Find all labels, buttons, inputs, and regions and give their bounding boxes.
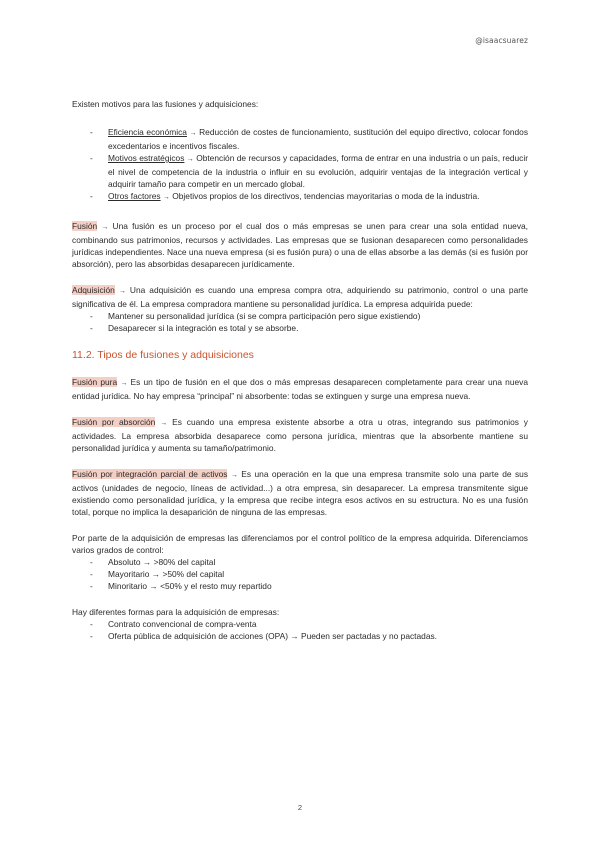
formas-list bbox=[72, 618, 528, 642]
term: Otros factores bbox=[108, 191, 161, 201]
tipo-paragraph: Fusión pura → Es un tipo de fusión en el que dos o más empresas desaparecen completamente para crear una nueva entidad jurídica. No hay empresa “principal” ni absorbente: todas se extinguen y surge una empresa nueva. bbox=[72, 377, 529, 401]
highlighted-term: Fusión pura bbox=[72, 377, 118, 387]
page-content bbox=[72, 98, 528, 642]
list-item: - Oferta pública de adquisición de acciones (OPA) → Pueden ser pactadas y no pactadas. bbox=[90, 630, 528, 642]
list-item: - Contrato convencional de compra-venta bbox=[90, 618, 528, 630]
intro-paragraph: Existen motivos para las fusiones y adquisiciones: bbox=[72, 99, 259, 109]
highlighted-term: Fusión por absorción bbox=[72, 417, 156, 427]
tipo-paragraph: Fusión por integración parcial de activos → Es una operación en la que una empresa transmite solo una parte de sus activos (unidades de negocio, líneas de actividad...) a otra empresa, sin desaparecer. La empresa transmitente sigue existiendo como personalidad jurídica, y la empresa que recibe integra esos activos en su estructura. No es una fusión total, porque no implica la desaparición de ninguna de las empresas. bbox=[72, 469, 529, 517]
formas-paragraph: Hay diferentes formas para la adquisición de empresas: bbox=[72, 607, 280, 617]
list-item: - Otros factores → Objetivos propios de los directivos, tendencias mayoritarias o moda de la industria. bbox=[90, 190, 528, 204]
motives-list bbox=[72, 126, 528, 204]
highlighted-term: Adquisición bbox=[72, 285, 115, 295]
page-number: 2 bbox=[297, 803, 303, 812]
list-item: - Desaparecer si la integración es total y se absorbe. bbox=[90, 322, 528, 334]
adquisicion-list bbox=[72, 310, 528, 334]
author-handle: @isaacsuarez bbox=[475, 36, 528, 45]
control-paragraph: Por parte de la adquisición de empresas las diferenciamos por el control político de la empresa adquirida. Diferenciamos varios grados de control: bbox=[72, 533, 528, 555]
tipo-paragraph: Fusión por absorción → Es cuando una empresa existente absorbe a otra u otras, integrando sus patrimonios y actividades. La empresa absorbida desaparece como persona jurídica, mientras que la absorbente mantiene su personalidad jurídica y aumenta su tamaño/patrimonio. bbox=[72, 417, 528, 453]
list-item: - Mantener su personalidad jurídica (si se compra participación pero sigue existiendo) bbox=[90, 310, 528, 322]
highlighted-term: Fusión por integración parcial de activos bbox=[72, 469, 228, 479]
list-item: - Mayoritario → >50% del capital bbox=[90, 568, 528, 580]
section-heading: 11.2. Tipos de fusiones y adquisiciones bbox=[72, 349, 254, 361]
list-item: - Minoritario → <50% y el resto muy repartido bbox=[90, 580, 528, 592]
fusion-paragraph: Fusión → Una fusión es un proceso por el cual dos o más empresas se unen para crear una sola entidad nueva, combinando sus patrimonios, recursos y actividades. Las empresas que se fusionan desaparecen como personalidades jurídicas independientes. Nace una nueva empresa (si es fusión pura) o una de ellas absorbe a las demás (si es fusión por absorción), pero las absorbidas desaparecen jurídicamente. bbox=[72, 221, 528, 269]
term: Eficiencia económica bbox=[108, 127, 187, 137]
term: Motivos estratégicos bbox=[108, 153, 185, 163]
list-item: - Motivos estratégicos → Obtención de recursos y capacidades, forma de entrar en una industria o un país, reducir el nivel de competencia de la industria o influir en su evolución, adquirir ventajas de la integración vertical y adquirir tamaño para competir en un mercado global. bbox=[90, 152, 528, 190]
adquisicion-paragraph: Adquisición → Una adquisición es cuando una empresa compra otra, adquiriendo su patrimonio, control o una parte significativa de él. La empresa compradora mantiene su personalidad jurídica. La empresa adquirida puede: bbox=[72, 285, 529, 309]
list-item: - Absoluto → >80% del capital bbox=[90, 556, 528, 568]
list-item: - Eficiencia económica → Reducción de costes de funcionamiento, sustitución del equipo directivo, colocar fondos excedentarios e incentivos fiscales. bbox=[90, 126, 528, 152]
control-list bbox=[72, 556, 528, 592]
highlighted-term: Fusión bbox=[72, 221, 98, 231]
